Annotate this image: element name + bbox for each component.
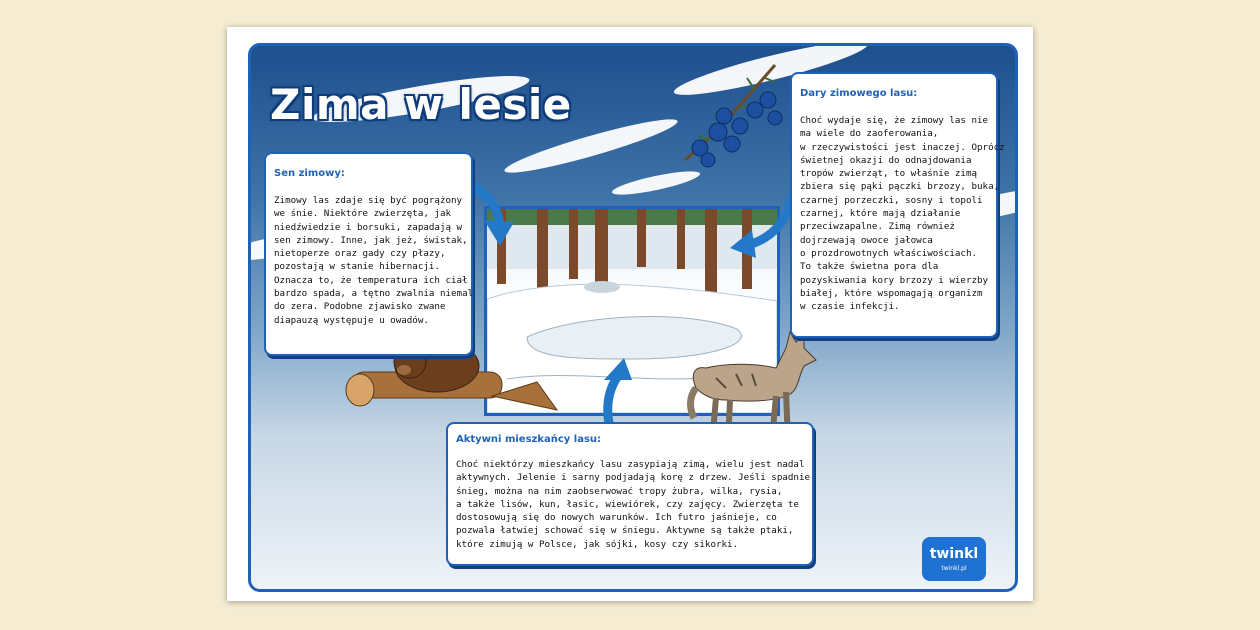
logo-site: twinkl.pl bbox=[941, 565, 967, 572]
box-heading: Aktywni mieszkańcy lasu: bbox=[456, 434, 602, 445]
box-body: Choć niektórzy mieszkańcy lasu zasypiają zimą, wielu jest nadal aktywnych. Jelenie i sarny podjadają korę z drzew. Jeśli spadnie śnieg, można na nim zaobserwować tropy żubra, wilka, rysia, a także lisów, kun, łasic, wiewiórek, czy zajęcy. Zwierzęta te dostosowują się do nowych warunków. Ich futro jaśnieje, co pozwala łatwiej schować się w śniegu. Aktywne są także ptaki, które zimują w Polsce, jak sójki, kosy czy sikorki. bbox=[456, 459, 811, 550]
juniper-branch-icon bbox=[680, 60, 790, 170]
logo-name: twinkl bbox=[929, 546, 979, 562]
box-heading: Dary zimowego lasu: bbox=[800, 88, 918, 99]
box-heading: Sen zimowy: bbox=[274, 168, 345, 179]
box-aktywni-mieszkancy bbox=[446, 422, 814, 566]
box-body: Zimowy las zdaje się być pogrążony we śnie. Niektóre zwierzęta, jak niedźwiedzie i borsuki, zapadają w sen zimowy. Inne, jak jeż, świstak, nietoperze oraz gady czy płazy, pozostają w stanie hibernacji. Oznacza to, że temperatura ich ciał bardzo spada, a tętno zwalnia niemal do zera. Podobne zjawisko zwane diapauzą występuje u owadów. bbox=[274, 195, 474, 326]
cloud bbox=[611, 167, 702, 199]
arrow-icon bbox=[728, 190, 798, 260]
page-title: Zima w lesie bbox=[270, 80, 572, 129]
box-body: Choć wydaje się, że zimowy las nie ma wiele do zaoferowania, w rzeczywistości jest inaczej. Oprócz świetnej okazji do odnajdowania tropów zwierząt, to właśnie zimą zbiera się pąki pączki brzozy, buka, czarnej porzeczki, sosny i topoli czarnej, które mają działanie przeciwzapalne. Zimą również dojrzewają owoce jałowca o prozdrowotnych właściwościach. To także świetna pora dla pozyskiwania kory brzozy i wierzby białej, które wspomagają organizm w czasie infekcji. bbox=[800, 115, 1005, 313]
box-sen-zimowy bbox=[264, 152, 473, 356]
box-dary-zimowego-lasu bbox=[790, 72, 1005, 338]
twinkl-logo-icon bbox=[922, 537, 986, 581]
